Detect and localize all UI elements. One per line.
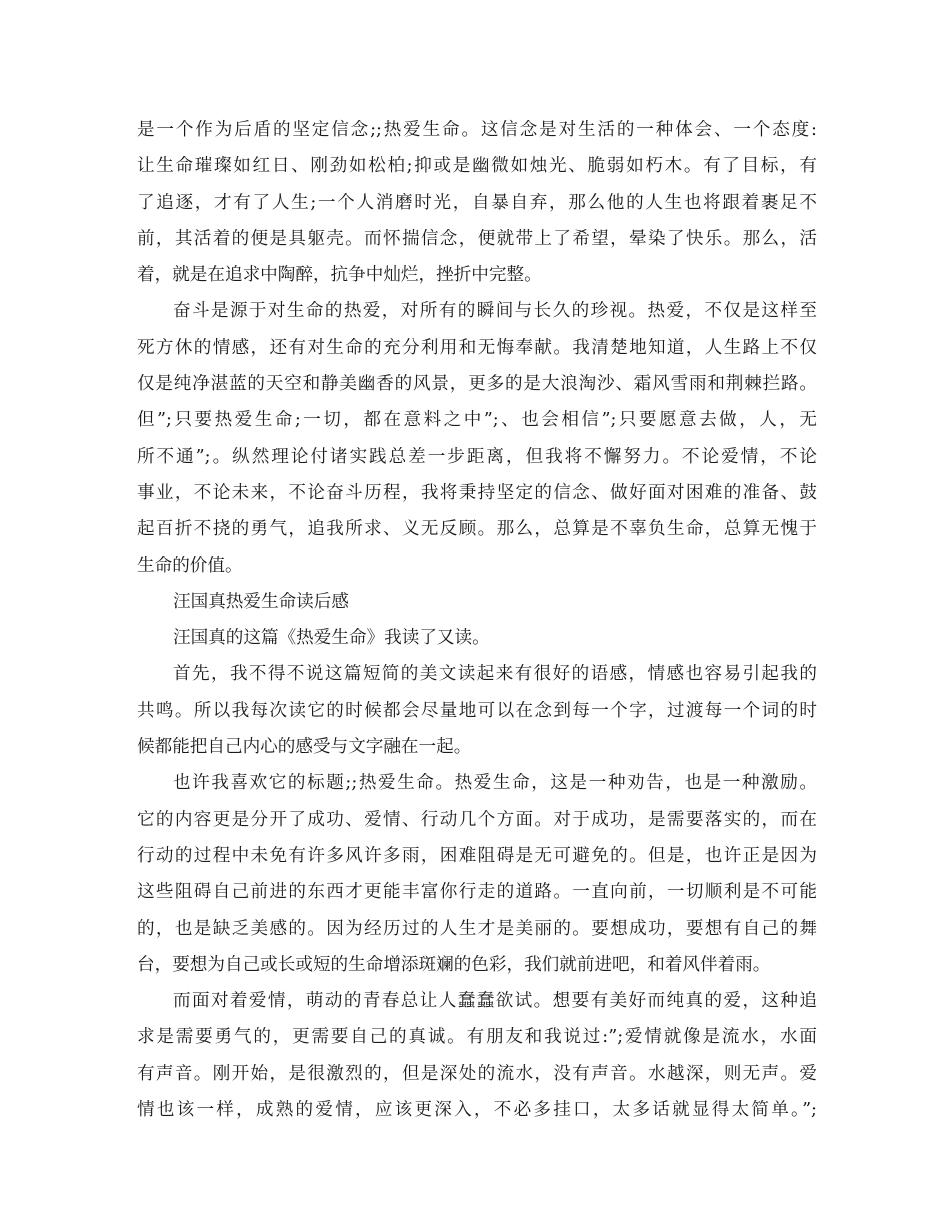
text-line: 求是需要勇气的，更需要自己的真诚。有朋友和我说过:”;爱情就像是流水，水面 bbox=[137, 1027, 817, 1048]
text-line: 它的内容更是分开了成功、爱情、行动几个方面。对于成功，是需要落实的，而在 bbox=[137, 809, 817, 830]
text-line: 起百折不挠的勇气，追我所求、义无反顾。那么，总算是不辜负生命，总算无愧于 bbox=[137, 519, 817, 540]
text-line: 让生命璀璨如红日、刚劲如松柏;抑或是幽微如烛光、脆弱如朽木。有了目标，有 bbox=[137, 156, 817, 177]
text-line: 台，要想为自己或长或短的生命增添斑斓的色彩，我们就前进吧，和着风伴着雨。 bbox=[137, 954, 771, 975]
text-line: 但”;只要热爱生命;一切，都在意料之中”;、也会相信”;只要愿意去做，人，无 bbox=[137, 410, 817, 431]
text-line: 了追逐，才有了人生;一个人消磨时光，自暴自弃，那么他的人生也将跟着裹足不 bbox=[137, 192, 817, 213]
text-line: 的，也是缺乏美感的。因为经历过的人生才是美丽的。要想成功，要想有自己的舞 bbox=[137, 918, 817, 939]
text-line: 所不通”;。纵然理论付诸实践总差一步距离，但我将不懈努力。不论爱情，不论 bbox=[137, 446, 817, 467]
text-line: 死方休的情感，还有对生命的充分利用和无悔奉献。我清楚地知道，人生路上不仅 bbox=[137, 337, 817, 358]
text-line: 前，其活着的便是具躯壳。而怀揣信念，便就带上了希望，晕染了快乐。那么，活 bbox=[137, 228, 817, 249]
paragraph-start-line: 而面对着爱情，萌动的青春总让人蠢蠢欲试。想要有美好而纯真的爱，这种追 bbox=[173, 991, 817, 1012]
text-line: 情也该一样，成熟的爱情，应该更深入，不必多挂口，太多话就显得太简单。”; bbox=[137, 1100, 817, 1121]
body-text bbox=[137, 112, 817, 1128]
text-line: 候都能把自己内心的感受与文字融在一起。 bbox=[137, 737, 472, 758]
paragraph-start-line: 汪国真的这篇《热爱生命》我读了又读。 bbox=[173, 628, 490, 649]
text-line: 是一个作为后盾的坚定信念;;热爱生命。这信念是对生活的一种体会、一个态度: bbox=[137, 120, 817, 140]
section-heading: 汪国真热爱生命读后感 bbox=[173, 591, 349, 612]
text-line: 仅是纯净湛蓝的天空和静美幽香的风景，更多的是大浪淘沙、霜风雪雨和荆棘拦路。 bbox=[137, 374, 817, 395]
text-line: 有声音。刚开始，是很激烈的，但是深处的流水，没有声音。水越深，则无声。爱 bbox=[137, 1063, 817, 1084]
paragraph-start-line: 首先，我不得不说这篇短简的美文读起来有很好的语感，情感也容易引起我的 bbox=[173, 664, 817, 685]
text-line: 事业，不论未来，不论奋斗历程，我将秉持坚定的信念、做好面对困难的准备、鼓 bbox=[137, 482, 817, 503]
paragraph-start-line: 也许我喜欢它的标题;;热爱生命。热爱生命，这是一种劝告，也是一种激励。 bbox=[173, 773, 817, 794]
text-line: 这些阻碍自己前进的东西才更能丰富你行走的道路。一直向前，一切顺利是不可能 bbox=[137, 882, 817, 903]
text-line: 生命的价值。 bbox=[137, 555, 243, 576]
text-line: 着，就是在追求中陶醉，抗争中灿烂，挫折中完整。 bbox=[137, 265, 542, 286]
paragraph-start-line: 奋斗是源于对生命的热爱，对所有的瞬间与长久的珍视。热爱，不仅是这样至 bbox=[173, 301, 817, 322]
text-line: 共鸣。所以我每次读它的时候都会尽量地可以在念到每一个字，过渡每一个词的时 bbox=[137, 700, 817, 721]
text-line: 行动的过程中未免有许多风许多雨，困难阻碍是无可避免的。但是，也许正是因为 bbox=[137, 845, 817, 866]
